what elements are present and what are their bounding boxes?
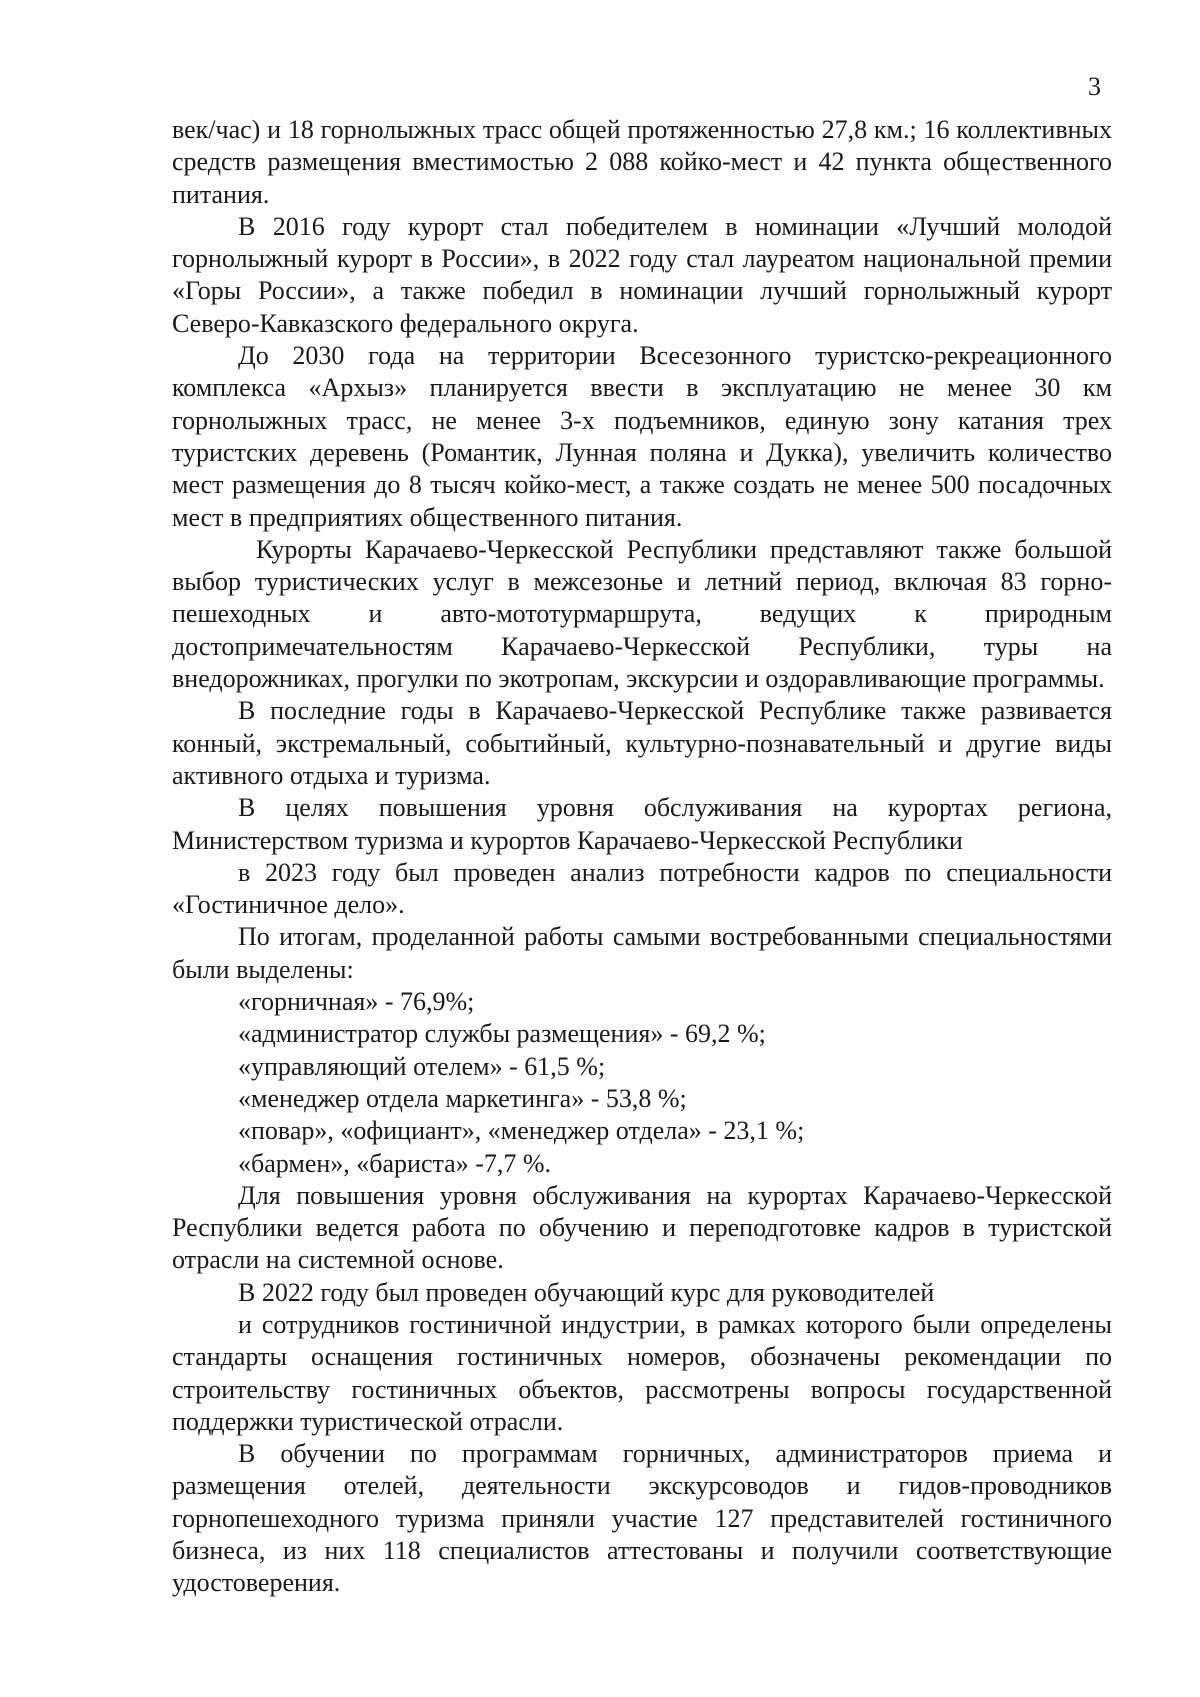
paragraph-continuation: век/час) и 18 горнолыжных трасс общей протяженностью 27,8 км.; 16 коллективных средств размещения вместимостью 2 088 койко-мест и 42 пункта общественного питания. bbox=[172, 115, 1112, 209]
paragraph-course-2022: В 2022 году был проведен обучающий курс для руководителей bbox=[238, 1277, 935, 1307]
document-body bbox=[172, 114, 1112, 1600]
list-item: «администратор службы размещения» - 69,2 %; bbox=[238, 1019, 766, 1049]
paragraph-active-tourism: В последние годы в Карачаево-Черкесской Республике также развивается конный, экстремальный, событийный, культурно-познавательный и другие виды активного отдыха и туризма. bbox=[172, 696, 1112, 790]
paragraph-resort-awards: В 2016 году курорт стал победителем в номинации «Лучший молодой горнолыжный курорт в России», в 2022 году стал лауреатом национальной премии «Горы России», а также победил в номинации лучший горнолыжный курорт Северо-Кавказского федерального округа. bbox=[172, 211, 1112, 338]
page-number: 3 bbox=[1088, 72, 1101, 101]
paragraph-training-system: Для повышения уровня обслуживания на курортах Карачаево-Черкесской Республики ведется работа по обучению и переподготовке кадров в туристской отрасли на системной основе. bbox=[172, 1180, 1112, 1275]
paragraph-staff-analysis: в 2023 году был проведен анализ потребности кадров по специальности «Гостиничное дело». bbox=[172, 857, 1112, 920]
paragraph-service-goals: В целях повышения уровня обслуживания на курортах региона, Министерством туризма и курортов Карачаево-Черкесской Республики bbox=[172, 793, 1112, 855]
paragraph-tourist-services: Курорты Карачаево-Черкесской Республики представляют также большой выбор туристических услуг в межсезонье и летний период, включая 83 горно-пешеходных и авто-мототурмаршрута, ведущих к природным достопримечательностям Карачаево-Черкесской Республики, туры на внедорожниках, прогулки по экотропам, экскурсии и оздоравливающие программы. bbox=[172, 534, 1112, 694]
paragraph-arkhyz-plans: До 2030 года на территории Всесезонного туристско-рекреационного комплекса «Архыз» планируется ввести в эксплуатацию не менее 30 км горнолыжных трасс, не менее 3-х подъемников, единую зону катания трех туристских деревень (Романтик, Лунная поляна и Дукка), увеличить количество мест размещения до 8 тысяч койко-мест, а также создать не менее 500 посадочных мест в предприятиях общественного питания. bbox=[172, 341, 1112, 532]
list-item: «горничная» - 76,9%; bbox=[238, 987, 475, 1017]
specialties-list bbox=[172, 986, 1112, 1180]
paragraph-results-intro: По итогам, проделанной работы самыми востребованными специальностями были выделены: bbox=[172, 922, 1112, 984]
paragraph-course-details: и сотрудников гостиничной индустрии, в рамках которого были определены стандарты оснащения гостиничных номеров, обозначены рекомендации по строительству гостиничных объектов, рассмотрены вопросы государственной поддержки туристической отрасли. bbox=[172, 1309, 1112, 1436]
list-item: «управляющий отелем» - 61,5 %; bbox=[238, 1051, 606, 1081]
paragraph-training-results: В обучении по программам горничных, администраторов приема и размещения отелей, деятельности экскурсоводов и гидов-проводников горнопешеходного туризма приняли участие 127 представителей гостиничного бизнеса, из них 118 специалистов аттестованы и получили соответствующие удостоверения. bbox=[172, 1439, 1112, 1598]
list-item: «менеджер отдела маркетинга» - 53,8 %; bbox=[238, 1083, 687, 1113]
list-item: «повар», «официант», «менеджер отдела» - 23,1 %; bbox=[238, 1116, 805, 1146]
list-item: «бармен», «бариста» -7,7 %. bbox=[238, 1148, 552, 1178]
